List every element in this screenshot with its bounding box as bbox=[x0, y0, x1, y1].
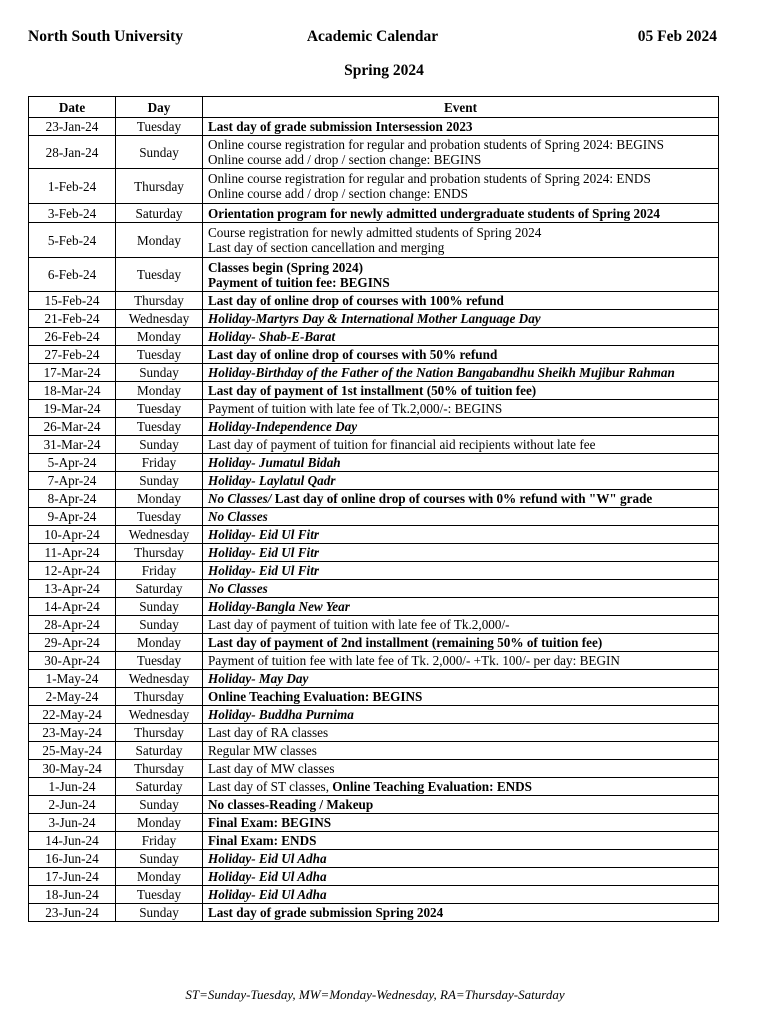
event-text: Last day of payment of 2nd installment (remaining 50% of tuition fee) bbox=[208, 635, 603, 650]
event-line bbox=[208, 887, 713, 902]
row-day: Wednesday bbox=[116, 670, 203, 688]
event-line bbox=[208, 743, 713, 758]
table-row bbox=[29, 652, 719, 670]
event-line bbox=[208, 761, 713, 776]
event-line bbox=[208, 905, 713, 920]
row-event bbox=[203, 364, 719, 382]
event-text: Orientation program for newly admitted undergraduate students of Spring 2024 bbox=[208, 205, 660, 221]
event-text: Online course add / drop / section change: ENDS bbox=[208, 186, 469, 201]
row-day: Thursday bbox=[116, 760, 203, 778]
row-event bbox=[203, 850, 719, 868]
row-date: 8-Apr-24 bbox=[29, 490, 116, 508]
row-date: 21-Feb-24 bbox=[29, 310, 116, 328]
event-text: Final Exam: ENDS bbox=[208, 833, 317, 848]
table-row bbox=[29, 868, 719, 886]
row-event bbox=[203, 778, 719, 796]
row-day: Sunday bbox=[116, 850, 203, 868]
event-text: Online course registration for regular and probation students of Spring 2024: ENDS bbox=[208, 171, 651, 186]
table-row bbox=[29, 169, 719, 204]
table-row bbox=[29, 136, 719, 169]
row-date: 26-Mar-24 bbox=[29, 418, 116, 436]
table-row bbox=[29, 382, 719, 400]
table-row bbox=[29, 292, 719, 310]
table-row bbox=[29, 724, 719, 742]
row-day: Tuesday bbox=[116, 118, 203, 136]
row-date: 2-Jun-24 bbox=[29, 796, 116, 814]
event-text: Holiday- Eid Ul Fitr bbox=[208, 563, 319, 578]
event-line bbox=[208, 833, 713, 848]
table-header-row bbox=[29, 97, 719, 118]
row-event bbox=[203, 886, 719, 904]
table-row bbox=[29, 598, 719, 616]
table-row bbox=[29, 634, 719, 652]
row-event bbox=[203, 204, 719, 223]
event-text: Holiday- Eid Ul Adha bbox=[208, 887, 327, 902]
event-text: Online Teaching Evaluation: ENDS bbox=[332, 779, 532, 794]
row-day: Saturday bbox=[116, 204, 203, 223]
event-line bbox=[208, 779, 713, 794]
term-title: Spring 2024 bbox=[344, 62, 424, 79]
row-date: 5-Apr-24 bbox=[29, 454, 116, 472]
event-text: Holiday-Martyrs Day & International Mother Language Day bbox=[208, 311, 541, 326]
row-day: Friday bbox=[116, 454, 203, 472]
row-event bbox=[203, 634, 719, 652]
event-line bbox=[208, 851, 713, 866]
row-day: Sunday bbox=[116, 364, 203, 382]
row-date: 19-Mar-24 bbox=[29, 400, 116, 418]
table-row bbox=[29, 418, 719, 436]
event-line bbox=[208, 225, 713, 240]
row-event bbox=[203, 580, 719, 598]
row-date: 22-May-24 bbox=[29, 706, 116, 724]
table-row bbox=[29, 904, 719, 922]
row-day: Wednesday bbox=[116, 526, 203, 544]
row-event bbox=[203, 436, 719, 454]
row-event bbox=[203, 346, 719, 364]
table-row bbox=[29, 544, 719, 562]
row-day: Monday bbox=[116, 868, 203, 886]
row-day: Monday bbox=[116, 382, 203, 400]
row-date: 6-Feb-24 bbox=[29, 258, 116, 292]
table-row bbox=[29, 258, 719, 292]
event-text: No classes-Reading / Makeup bbox=[208, 797, 374, 812]
event-line bbox=[208, 563, 713, 578]
event-text: Holiday- Eid Ul Fitr bbox=[208, 545, 319, 560]
row-day: Thursday bbox=[116, 724, 203, 742]
row-day: Tuesday bbox=[116, 652, 203, 670]
event-text: No Classes bbox=[208, 581, 268, 596]
event-line bbox=[208, 689, 713, 704]
table-row bbox=[29, 778, 719, 796]
row-date: 17-Mar-24 bbox=[29, 364, 116, 382]
event-text: Last day of grade submission Spring 2024 bbox=[208, 905, 444, 920]
event-text: Online course registration for regular and probation students of Spring 2024: BEGINS bbox=[208, 137, 664, 152]
row-date: 17-Jun-24 bbox=[29, 868, 116, 886]
table-row bbox=[29, 814, 719, 832]
row-date: 7-Apr-24 bbox=[29, 472, 116, 490]
event-line bbox=[208, 329, 713, 344]
row-day: Thursday bbox=[116, 688, 203, 706]
academic-calendar-table bbox=[28, 96, 719, 922]
row-date: 23-Jan-24 bbox=[29, 118, 116, 136]
event-line bbox=[208, 509, 713, 524]
row-event bbox=[203, 652, 719, 670]
table-row bbox=[29, 832, 719, 850]
column-header-date: Date bbox=[29, 97, 116, 118]
event-text: Last day of online drop of courses with 100% refund bbox=[208, 293, 504, 308]
table-row bbox=[29, 616, 719, 634]
table-row bbox=[29, 490, 719, 508]
row-date: 23-Jun-24 bbox=[29, 904, 116, 922]
row-day: Sunday bbox=[116, 436, 203, 454]
event-text: Last day of grade submission Intersession 2023 bbox=[208, 119, 473, 134]
table-row bbox=[29, 223, 719, 258]
event-line bbox=[208, 527, 713, 542]
row-day: Monday bbox=[116, 634, 203, 652]
calendar-rows bbox=[29, 118, 719, 922]
table-row bbox=[29, 436, 719, 454]
row-day: Sunday bbox=[116, 472, 203, 490]
event-line bbox=[208, 869, 713, 884]
event-text: Holiday- May Day bbox=[208, 671, 309, 686]
row-event bbox=[203, 310, 719, 328]
event-text: Holiday-Birthday of the Father of the Nation Bangabandhu Sheikh Mujibur Rahman bbox=[208, 365, 675, 380]
table-row bbox=[29, 796, 719, 814]
row-date: 2-May-24 bbox=[29, 688, 116, 706]
row-event bbox=[203, 742, 719, 760]
row-event bbox=[203, 544, 719, 562]
row-event bbox=[203, 382, 719, 400]
table-row bbox=[29, 760, 719, 778]
event-line bbox=[208, 383, 713, 398]
event-line bbox=[208, 119, 713, 134]
event-line bbox=[208, 455, 713, 470]
row-date: 29-Apr-24 bbox=[29, 634, 116, 652]
row-event bbox=[203, 472, 719, 490]
row-event bbox=[203, 760, 719, 778]
row-event bbox=[203, 169, 719, 204]
event-text: Payment of tuition with late fee of Tk.2,000/-: BEGINS bbox=[208, 401, 503, 416]
row-date: 11-Apr-24 bbox=[29, 544, 116, 562]
row-day: Friday bbox=[116, 832, 203, 850]
row-event bbox=[203, 118, 719, 136]
footnote: ST=Sunday-Tuesday, MW=Monday-Wednesday, RA=Thursday-Saturday bbox=[185, 987, 565, 1002]
event-text: Holiday- Shab-E-Barat bbox=[208, 329, 336, 344]
row-event bbox=[203, 904, 719, 922]
table-row bbox=[29, 526, 719, 544]
row-date: 28-Apr-24 bbox=[29, 616, 116, 634]
table-row bbox=[29, 310, 719, 328]
row-day: Monday bbox=[116, 223, 203, 258]
event-line bbox=[208, 311, 713, 326]
table-row bbox=[29, 346, 719, 364]
event-text: Last day of MW classes bbox=[208, 761, 335, 776]
row-event bbox=[203, 670, 719, 688]
event-line bbox=[208, 206, 713, 221]
event-line bbox=[208, 347, 713, 362]
row-date: 25-May-24 bbox=[29, 742, 116, 760]
table-row bbox=[29, 472, 719, 490]
row-event bbox=[203, 724, 719, 742]
event-line bbox=[208, 437, 713, 452]
row-day: Friday bbox=[116, 562, 203, 580]
event-line bbox=[208, 171, 713, 186]
row-date: 13-Apr-24 bbox=[29, 580, 116, 598]
event-line bbox=[208, 815, 713, 830]
row-event bbox=[203, 328, 719, 346]
event-line bbox=[208, 581, 713, 596]
event-text: Holiday- Buddha Purnima bbox=[208, 707, 354, 722]
row-day: Tuesday bbox=[116, 346, 203, 364]
row-day: Sunday bbox=[116, 598, 203, 616]
event-line bbox=[208, 152, 713, 167]
event-line bbox=[208, 545, 713, 560]
row-date: 18-Mar-24 bbox=[29, 382, 116, 400]
event-text: Holiday- Eid Ul Adha bbox=[208, 869, 327, 884]
table-row bbox=[29, 454, 719, 472]
row-day: Thursday bbox=[116, 292, 203, 310]
row-day: Saturday bbox=[116, 742, 203, 760]
row-day: Thursday bbox=[116, 169, 203, 204]
row-day: Tuesday bbox=[116, 508, 203, 526]
table-row bbox=[29, 328, 719, 346]
table-row bbox=[29, 400, 719, 418]
row-date: 28-Jan-24 bbox=[29, 136, 116, 169]
row-date: 30-May-24 bbox=[29, 760, 116, 778]
row-date: 31-Mar-24 bbox=[29, 436, 116, 454]
row-day: Wednesday bbox=[116, 706, 203, 724]
row-day: Saturday bbox=[116, 580, 203, 598]
row-day: Sunday bbox=[116, 904, 203, 922]
row-event bbox=[203, 796, 719, 814]
event-text: Last day of payment of tuition with late fee of Tk.2,000/- bbox=[208, 617, 510, 632]
table-row bbox=[29, 118, 719, 136]
event-line bbox=[208, 797, 713, 812]
event-text: Last day of ST classes, bbox=[208, 779, 333, 794]
row-date: 15-Feb-24 bbox=[29, 292, 116, 310]
event-text: Payment of tuition fee with late fee of Tk. 2,000/- +Tk. 100/- per day: BEGIN bbox=[208, 653, 620, 668]
row-event bbox=[203, 562, 719, 580]
row-date: 26-Feb-24 bbox=[29, 328, 116, 346]
event-text: Holiday-Independence Day bbox=[208, 419, 358, 434]
table-row bbox=[29, 688, 719, 706]
row-date: 10-Apr-24 bbox=[29, 526, 116, 544]
row-event bbox=[203, 490, 719, 508]
event-text: Last day of online drop of courses with 50% refund bbox=[208, 347, 498, 362]
row-event bbox=[203, 292, 719, 310]
row-date: 1-Jun-24 bbox=[29, 778, 116, 796]
table-row bbox=[29, 562, 719, 580]
row-day: Thursday bbox=[116, 544, 203, 562]
row-day: Sunday bbox=[116, 136, 203, 169]
row-event bbox=[203, 526, 719, 544]
row-day: Tuesday bbox=[116, 886, 203, 904]
event-text: Payment of tuition fee: BEGINS bbox=[208, 274, 390, 290]
event-line bbox=[208, 653, 713, 668]
row-event bbox=[203, 616, 719, 634]
event-line bbox=[208, 186, 713, 201]
row-event bbox=[203, 868, 719, 886]
event-text: No Classes/ bbox=[208, 491, 272, 506]
university-name: North South University bbox=[28, 28, 184, 45]
row-event bbox=[203, 706, 719, 724]
row-event bbox=[203, 400, 719, 418]
row-day: Tuesday bbox=[116, 258, 203, 292]
table-row bbox=[29, 886, 719, 904]
event-text: Last day of online drop of courses with 0% refund with "W" grade bbox=[271, 491, 653, 506]
column-header-event: Event bbox=[203, 97, 719, 118]
event-line bbox=[208, 293, 713, 308]
table-row bbox=[29, 670, 719, 688]
row-day: Wednesday bbox=[116, 310, 203, 328]
row-event bbox=[203, 418, 719, 436]
event-line bbox=[208, 707, 713, 722]
row-date: 23-May-24 bbox=[29, 724, 116, 742]
table-row bbox=[29, 742, 719, 760]
event-text: Online Teaching Evaluation: BEGINS bbox=[208, 689, 423, 704]
event-text: Last day of section cancellation and merging bbox=[208, 240, 445, 255]
event-text: Last day of RA classes bbox=[208, 725, 329, 740]
row-day: Sunday bbox=[116, 616, 203, 634]
row-date: 14-Jun-24 bbox=[29, 832, 116, 850]
column-header-day: Day bbox=[116, 97, 203, 118]
row-date: 18-Jun-24 bbox=[29, 886, 116, 904]
event-line bbox=[208, 473, 713, 488]
row-event bbox=[203, 223, 719, 258]
row-date: 27-Feb-24 bbox=[29, 346, 116, 364]
row-event bbox=[203, 832, 719, 850]
event-line bbox=[208, 599, 713, 614]
table-row bbox=[29, 706, 719, 724]
row-day: Tuesday bbox=[116, 400, 203, 418]
row-event bbox=[203, 136, 719, 169]
row-event bbox=[203, 598, 719, 616]
event-line bbox=[208, 671, 713, 686]
event-text: Holiday- Eid Ul Adha bbox=[208, 851, 327, 866]
event-line bbox=[208, 635, 713, 650]
event-line bbox=[208, 617, 713, 632]
row-date: 16-Jun-24 bbox=[29, 850, 116, 868]
row-date: 1-May-24 bbox=[29, 670, 116, 688]
event-text: Holiday- Eid Ul Fitr bbox=[208, 527, 319, 542]
row-day: Saturday bbox=[116, 778, 203, 796]
table-row bbox=[29, 364, 719, 382]
table-row bbox=[29, 508, 719, 526]
row-day: Monday bbox=[116, 490, 203, 508]
row-event bbox=[203, 508, 719, 526]
event-text: Course registration for newly admitted students of Spring 2024 bbox=[208, 225, 542, 240]
event-line bbox=[208, 260, 713, 275]
event-line bbox=[208, 275, 713, 290]
event-line bbox=[208, 725, 713, 740]
event-line bbox=[208, 240, 713, 255]
row-event bbox=[203, 258, 719, 292]
event-text: Last day of payment of tuition for financial aid recipients without late fee bbox=[208, 437, 596, 452]
row-day: Monday bbox=[116, 814, 203, 832]
row-event bbox=[203, 688, 719, 706]
event-line bbox=[208, 365, 713, 380]
event-text: No Classes bbox=[208, 509, 268, 524]
event-text: Last day of payment of 1st installment (50% of tuition fee) bbox=[208, 383, 537, 398]
event-text: Holiday- Jumatul Bidah bbox=[208, 455, 341, 470]
document-header bbox=[28, 28, 717, 50]
event-line bbox=[208, 401, 713, 416]
row-date: 12-Apr-24 bbox=[29, 562, 116, 580]
row-date: 5-Feb-24 bbox=[29, 223, 116, 258]
event-text: Online course add / drop / section change: BEGINS bbox=[208, 152, 482, 167]
event-line bbox=[208, 419, 713, 434]
event-text: Final Exam: BEGINS bbox=[208, 815, 332, 830]
document-title: Academic Calendar bbox=[306, 28, 439, 45]
row-date: 3-Feb-24 bbox=[29, 204, 116, 223]
event-text: Regular MW classes bbox=[208, 743, 317, 758]
table-row bbox=[29, 580, 719, 598]
row-event bbox=[203, 454, 719, 472]
event-text: Classes begin (Spring 2024) bbox=[208, 259, 363, 275]
table-row bbox=[29, 204, 719, 223]
row-date: 30-Apr-24 bbox=[29, 652, 116, 670]
row-event bbox=[203, 814, 719, 832]
row-date: 14-Apr-24 bbox=[29, 598, 116, 616]
row-date: 1-Feb-24 bbox=[29, 169, 116, 204]
row-day: Sunday bbox=[116, 796, 203, 814]
table-row bbox=[29, 850, 719, 868]
event-text: Holiday-Bangla New Year bbox=[208, 599, 350, 614]
event-text: Holiday- Laylatul Qadr bbox=[208, 473, 336, 488]
event-line bbox=[208, 491, 713, 506]
event-line bbox=[208, 137, 713, 152]
row-day: Tuesday bbox=[116, 418, 203, 436]
row-date: 3-Jun-24 bbox=[29, 814, 116, 832]
document-date: 05 Feb 2024 bbox=[637, 28, 717, 45]
row-day: Monday bbox=[116, 328, 203, 346]
row-date: 9-Apr-24 bbox=[29, 508, 116, 526]
